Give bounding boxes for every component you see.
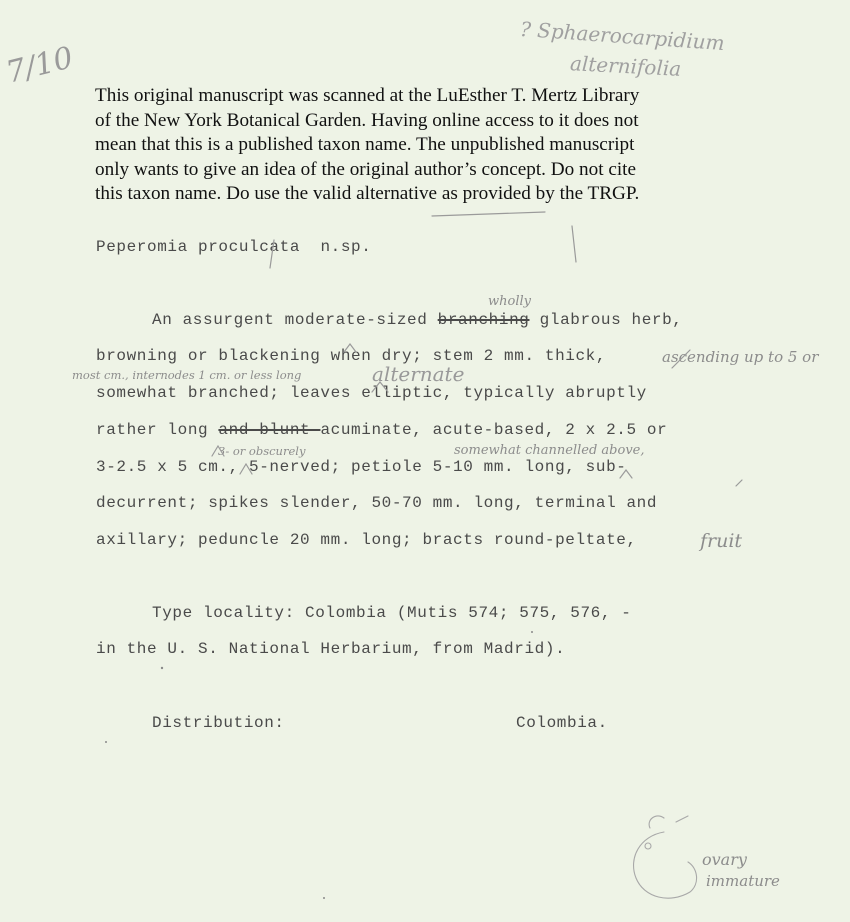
- caret-mark: [344, 344, 356, 352]
- caret-mark: [620, 470, 632, 478]
- description-line: rather long and blunt-acuminate, acute-based, 2 x 2.5 or: [96, 421, 668, 439]
- speck: [161, 667, 163, 669]
- notice-line: this taxon name. Do use the valid alternative as provided by the TRGP.: [95, 183, 640, 205]
- ovary-annotation: ovary: [702, 850, 747, 869]
- distribution-label: Distribution:: [152, 714, 285, 732]
- fruit-annotation: fruit: [700, 530, 743, 552]
- description-line: 3-2.5 x 5 cm., 5-nerved; petiole 5-10 mm. long, sub-: [96, 458, 627, 476]
- speck: [105, 741, 107, 743]
- ovary-sketch-top: [649, 816, 664, 828]
- struck-word: and blunt-: [218, 421, 321, 439]
- ovary-sketch: [634, 832, 697, 898]
- pencil-underline: [432, 212, 545, 216]
- speck: [531, 631, 533, 633]
- description-line: somewhat branched; leaves elliptic, typically abruptly: [96, 384, 647, 402]
- notice-line: only wants to give an idea of the original author’s concept. Do not cite: [95, 158, 637, 180]
- pencil-tick: [572, 226, 576, 262]
- speck: [323, 897, 325, 899]
- pencil-correction: [270, 240, 274, 268]
- description-line: browning or blackening when dry; stem 2 mm. thick,: [96, 347, 607, 365]
- pencil-tick: [736, 480, 742, 486]
- distribution-value: Colombia.: [516, 714, 608, 732]
- obscurely-annotation: 3- or obscurely: [218, 444, 306, 458]
- taxon-rank: n.sp.: [320, 238, 372, 256]
- caret-mark: [212, 446, 224, 456]
- caret-mark: [240, 464, 252, 474]
- species-annotation: alternifolia: [569, 51, 682, 81]
- notice-line: of the New York Botanical Garden. Having online access to it does not: [95, 109, 639, 131]
- pencil-stroke: [672, 350, 690, 368]
- notice-line: This original manuscript was scanned at the LuEsther T. Mertz Library: [95, 85, 640, 106]
- corner-number-annotation: 7/10: [2, 40, 77, 91]
- internodes-annotation: most cm., internodes 1 cm. or less long: [72, 368, 302, 382]
- description-line: axillary; peduncle 20 mm. long; bracts round-peltate,: [96, 531, 637, 549]
- struck-word: branching: [437, 311, 530, 329]
- sketch-dot: [645, 843, 651, 849]
- type-locality-line: Type locality: Colombia (Mutis 574; 575, 576, -: [152, 604, 632, 622]
- description-line: An assurgent moderate-sized branching glabrous herb,: [152, 311, 683, 329]
- ascending-annotation: ascending up to 5 or: [662, 348, 819, 366]
- taxon-name: Peperomia proculcata: [96, 238, 301, 256]
- caret-mark: [372, 382, 388, 392]
- immature-annotation: immature: [706, 872, 780, 890]
- description-line: decurrent; spikes slender, 50-70 mm. long, terminal and: [96, 494, 658, 512]
- notice-line: mean that this is a published taxon name. The unpublished manuscript: [95, 134, 635, 156]
- wholly-annotation: wholly: [488, 294, 531, 309]
- type-locality-line: in the U. S. National Herbarium, from Madrid).: [96, 640, 566, 658]
- genus-annotation: ? Sphaerocarpidium: [519, 16, 726, 56]
- sketch-stroke: [676, 816, 688, 822]
- channelled-annotation: somewhat channelled above,: [454, 443, 645, 458]
- alternate-annotation: alternate: [372, 362, 465, 386]
